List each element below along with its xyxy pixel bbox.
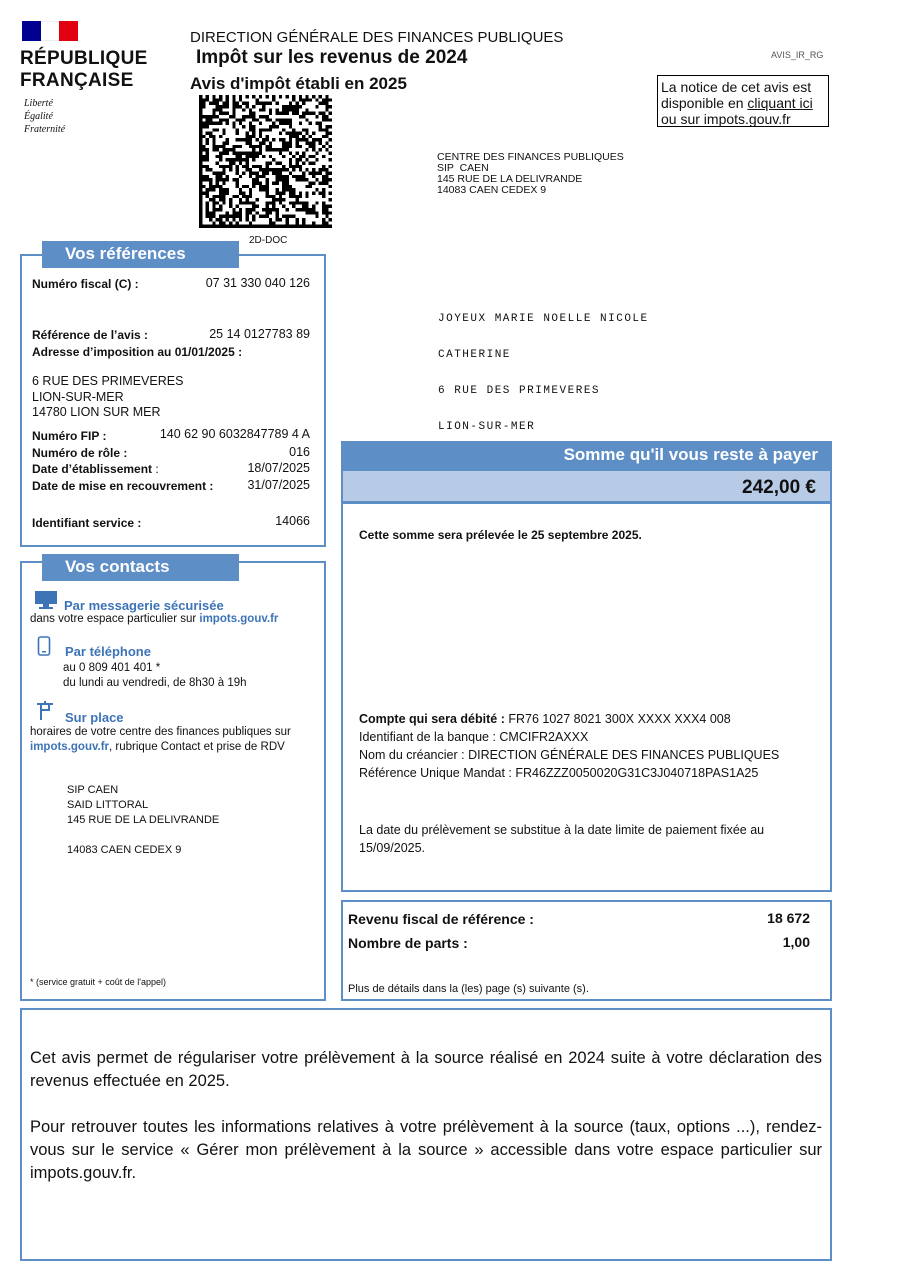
document-code: AVIS_IR_RG bbox=[771, 50, 824, 60]
rfr-value: 18 672 bbox=[767, 910, 810, 926]
motto: Liberté Égalité Fraternité bbox=[24, 98, 66, 135]
direction-name: DIRECTION GÉNÉRALE DES FINANCES PUBLIQUES bbox=[190, 29, 564, 46]
2d-doc-barcode bbox=[199, 95, 332, 228]
document-title: Impôt sur les revenus de 2024 bbox=[196, 47, 468, 68]
numero-fiscal-value: 07 31 330 040 126 bbox=[205, 276, 310, 290]
place-link[interactable]: impots.gouv.fr bbox=[30, 741, 110, 753]
barcode-caption: 2D-DOC bbox=[249, 235, 288, 246]
place-title: Sur place bbox=[65, 710, 124, 725]
recouvrement-label: Date de mise en recouvrement : bbox=[32, 479, 214, 493]
service-label: Identifiant service : bbox=[32, 516, 142, 530]
recouvrement-value: 31/07/2025 bbox=[247, 478, 310, 492]
info-paragraph-2: Pour retrouver toutes les informations relatives à votre prélèvement à la source (taux, options ...), rendez-vous sur le service « Gérer mon prélèvement à la source » accessible dans votre espace particulier sur impots.gouv.fr. bbox=[30, 1118, 822, 1182]
notice-link[interactable]: cliquant ici bbox=[747, 95, 813, 111]
french-flag-logo bbox=[22, 21, 78, 41]
payment-amount: 242,00 € bbox=[341, 469, 832, 503]
telephone-hours: du lundi au vendredi, de 8h30 à 19h bbox=[63, 677, 247, 689]
role-value: 016 bbox=[289, 445, 310, 459]
recipient-address: JOYEUX MARIE NOELLE NICOLE CATHERINE 6 RUE DES PRIMEVERES LION-SUR-MER bbox=[438, 313, 649, 433]
contacts-box bbox=[20, 561, 326, 1001]
service-value: 14066 bbox=[275, 514, 310, 528]
republique-francaise-logo: RÉPUBLIQUE FRANÇAISE bbox=[20, 48, 148, 91]
telephone-title: Par téléphone bbox=[65, 644, 151, 659]
tax-center-address: CENTRE DES FINANCES PUBLIQUES SIP CAEN 145 RUE DE LA DELIVRANDE 14083 CAEN CEDEX 9 bbox=[437, 151, 624, 196]
details-note: Plus de détails dans la (les) page (s) suivante (s). bbox=[348, 983, 589, 995]
building-icon bbox=[35, 700, 55, 722]
info-paragraph-1: Cet avis permet de régulariser votre prélèvement à la source réalisé en 2024 suite à votre déclaration des revenus effectuée en 2025. bbox=[30, 1049, 822, 1090]
numero-fiscal-label: Numéro fiscal (C) : bbox=[32, 277, 139, 291]
reference-avis-value: 25 14 0127783 89 bbox=[209, 327, 310, 341]
substitution-note: La date du prélèvement se substitue à la date limite de paiement fixée au 15/09/2025. bbox=[359, 823, 765, 855]
office-address: SIP CAEN SAID LITTORAL 145 RUE DE LA DELIVRANDE bbox=[67, 784, 220, 826]
etablissement-value: 18/07/2025 bbox=[247, 461, 310, 475]
rfr-label: Revenu fiscal de référence : bbox=[348, 911, 534, 927]
footnote: * (service gratuit + coût de l'appel) bbox=[30, 977, 167, 987]
telephone-number: au 0 809 401 401 * bbox=[63, 662, 161, 674]
notice-box: La notice de cet avis est disponible en cliquant ici ou sur impots.gouv.fr bbox=[657, 75, 829, 127]
computer-icon bbox=[33, 590, 59, 610]
role-label: Numéro de rôle : bbox=[32, 446, 128, 460]
adresse-label: Adresse d’imposition au 01/01/2025 : bbox=[32, 345, 243, 359]
office-city: 14083 CAEN CEDEX 9 bbox=[67, 844, 182, 856]
contacts-tab: Vos contacts bbox=[42, 554, 239, 581]
messagerie-text: dans votre espace particulier sur impots.gouv.fr bbox=[30, 613, 279, 625]
fip-label: Numéro FIP : bbox=[32, 429, 107, 443]
prelevement-note: Cette somme sera prélevée le 25 septembre 2025. bbox=[359, 528, 642, 542]
payment-header: Somme qu'il vous reste à payer bbox=[341, 441, 832, 469]
debit-account-info: Compte qui sera débité : FR76 1027 8021 300X XXXX XXX4 008 Identifiant de la banque : CMCIFR2AXXX Nom du créancier : DIRECTION GÉNÉRALE DES FINANCES PUBLIQUES Référence Unique Mandat : FR46ZZZ0050020G31C3J040718PAS1A25 bbox=[359, 712, 780, 780]
fip-value: 140 62 90 6032847789 4 A bbox=[159, 427, 310, 441]
document-subtitle: Avis d'impôt établi en 2025 bbox=[190, 74, 407, 93]
messagerie-link[interactable]: impots.gouv.fr bbox=[199, 613, 279, 625]
etablissement-label: Date d’établissement : bbox=[32, 462, 159, 476]
parts-value: 1,00 bbox=[782, 934, 810, 950]
place-text: horaires de votre centre des finances publiques sur impots.gouv.fr, rubrique Contact et prise de RDV bbox=[30, 726, 291, 753]
phone-icon bbox=[37, 636, 51, 656]
messagerie-title: Par messagerie sécurisée bbox=[64, 598, 224, 613]
references-tab: Vos références bbox=[42, 241, 239, 268]
adresse-imposition: 6 RUE DES PRIMEVERES LION-SUR-MER 14780 LION SUR MER bbox=[32, 374, 184, 419]
reference-avis-label: Référence de l’avis : bbox=[32, 328, 149, 342]
parts-label: Nombre de parts : bbox=[348, 935, 468, 951]
